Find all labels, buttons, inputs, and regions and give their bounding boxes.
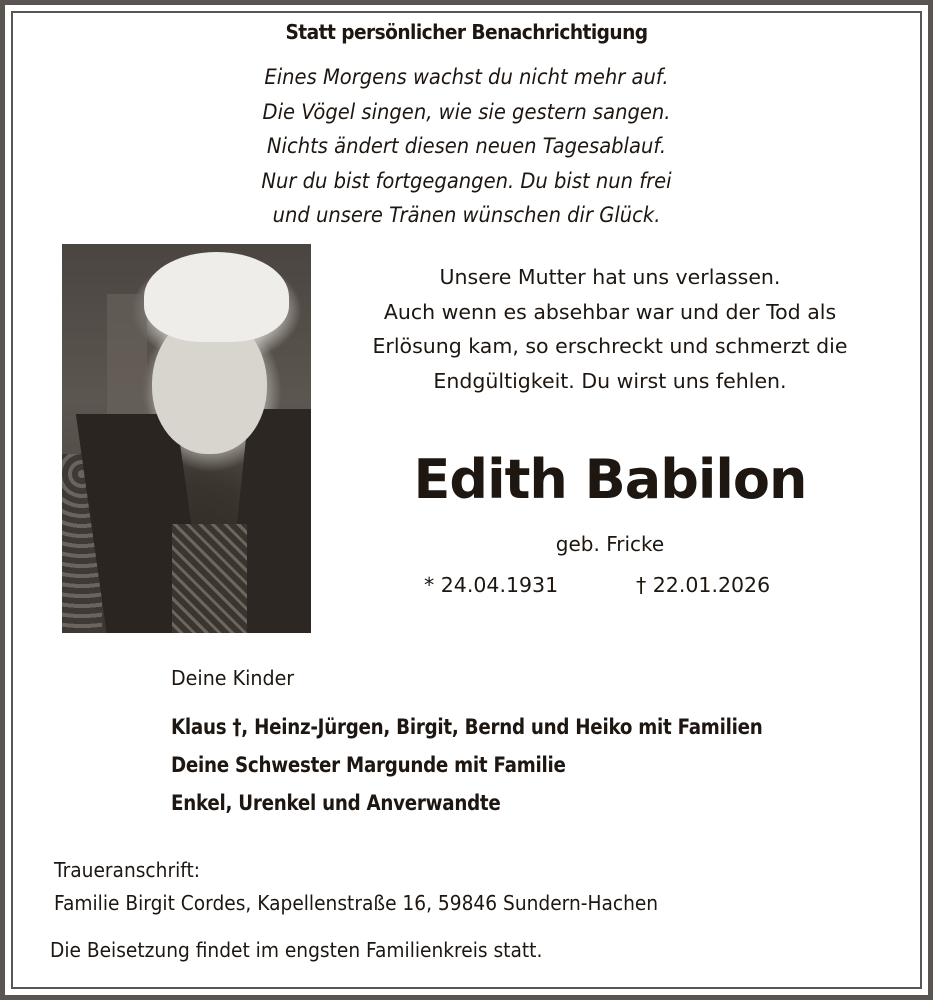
mourners-label: Deine Kinder [171, 666, 295, 690]
message-line: Endgültigkeit. Du wirst uns fehlen. [433, 368, 787, 393]
portrait-photo [62, 244, 311, 633]
mourner-line: Deine Schwester Margunde mit Familie [171, 753, 566, 777]
death-date: † 22.01.2026 [636, 573, 771, 597]
message-line: Auch wenn es absehbar war und der Tod als [383, 299, 837, 324]
mourner-line: Enkel, Urenkel und Anverwandte [171, 791, 501, 815]
address-label: Traueranschrift: [54, 858, 201, 882]
poem-line: Nichts ändert diesen neuen Tagesablauf. [266, 134, 667, 158]
message-line: Unsere Mutter hat uns verlassen. [439, 265, 781, 289]
notice-heading: Statt persönlicher Benachrichtigung [285, 20, 648, 44]
poem-line: Eines Morgens wachst du nicht mehr auf. [264, 65, 669, 89]
burial-note: Die Beisetzung findet im engsten Familienkreis statt. [50, 938, 543, 962]
poem-line: Nur du bist fortgegangen. Du bist nun frei [261, 168, 672, 193]
poem-line: Die Vögel singen, wie sie gestern sangen. [262, 99, 671, 124]
mourner-line: Klaus †, Heinz-Jürgen, Birgit, Bernd und Heiko mit Familien [171, 715, 763, 739]
condolence-message [340, 260, 880, 398]
poem-line: und unsere Tränen wünschen dir Glück. [272, 203, 661, 227]
poem [33, 60, 901, 233]
birth-date: * 24.04.1931 [424, 573, 559, 597]
maiden-name: geb. Fricke [555, 532, 665, 556]
photo-background-shape [107, 294, 147, 414]
photo-scarf [172, 524, 247, 633]
mourners-list [171, 708, 762, 822]
message-line: Erlösung kam, so erschreckt und schmerzt die [372, 334, 848, 358]
deceased-name: Edith Babilon [413, 448, 807, 511]
photo-hair [144, 252, 289, 342]
mourning-address: Familie Birgit Cordes, Kapellenstraße 16, 59846 Sundern-Hachen [54, 891, 659, 915]
